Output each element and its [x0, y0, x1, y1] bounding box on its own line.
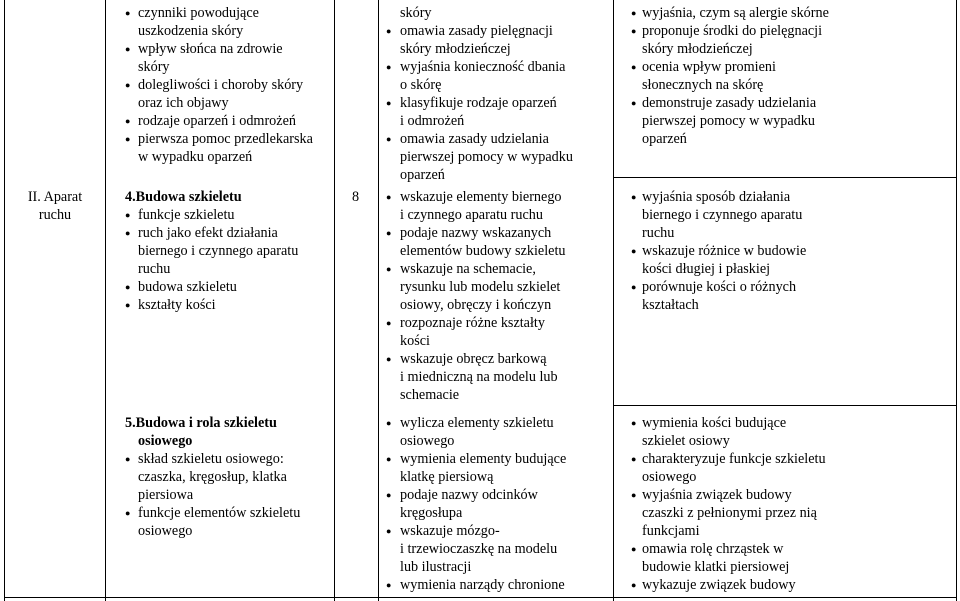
- bullet: ●: [125, 210, 131, 220]
- bullet: ●: [386, 192, 392, 202]
- topic-item-line: dolegliwości i choroby skóry: [138, 77, 304, 93]
- topic-item-line: piersiowa: [138, 487, 194, 503]
- bullet: ●: [631, 418, 637, 428]
- bullet: ●: [631, 282, 637, 292]
- topic-item-line: skóry: [138, 59, 170, 75]
- requirement-line: klatkę piersiową: [400, 469, 494, 485]
- requirement-line: demonstruje zasady udzielania: [642, 95, 817, 111]
- table-border-left: [4, 0, 5, 601]
- bullet: ●: [631, 454, 637, 464]
- bullet: ●: [125, 508, 131, 518]
- requirement-line: o skórę: [400, 77, 442, 93]
- requirement-line: i trzewioczaszkę na modelu: [400, 541, 558, 557]
- requirement-line: schemacie: [400, 387, 460, 403]
- bullet: ●: [386, 98, 392, 108]
- bullet: ●: [125, 80, 131, 90]
- requirement-line: skóry młodzieńczej: [642, 41, 753, 57]
- topic-item-line: czaszka, kręgosłup, klatka: [138, 469, 287, 485]
- bullet: ●: [386, 526, 392, 536]
- topic-heading: 5.Budowa i rola szkieletu: [125, 415, 277, 431]
- requirement-line: porównuje kości o różnych: [642, 279, 797, 295]
- requirement-line: funkcjami: [642, 523, 700, 539]
- bullet: ●: [631, 192, 637, 202]
- requirement-line: wskazuje na schemacie,: [400, 261, 536, 277]
- requirement-line: i miedniczną na modelu lub: [400, 369, 558, 385]
- requirement-line: klasyfikuje rodzaje oparzeń: [400, 95, 557, 111]
- requirement-line: oparzeń: [642, 131, 687, 147]
- requirement-line: wskazuje obręcz barkową: [400, 351, 547, 367]
- requirement-line: ruchu: [642, 225, 675, 241]
- column-divider: [334, 0, 335, 601]
- topic-heading: 4.Budowa szkieletu: [125, 189, 242, 205]
- topic-item-line: oraz ich objawy: [138, 95, 229, 111]
- requirement-line: wyjaśnia sposób działania: [642, 189, 791, 205]
- row-divider: [4, 597, 956, 598]
- requirement-line: kształtach: [642, 297, 699, 313]
- bullet: ●: [631, 8, 637, 18]
- bullet: ●: [631, 246, 637, 256]
- topic-item-line: biernego i czynnego aparatu: [138, 243, 299, 259]
- requirement-line: ocenia wpływ promieni: [642, 59, 776, 75]
- bullet: ●: [386, 62, 392, 72]
- requirement-line: oparzeń: [400, 167, 445, 183]
- requirement-line: wymienia narządy chronione: [400, 577, 565, 593]
- bullet: ●: [386, 580, 392, 590]
- basic-requirements-cell: [378, 0, 613, 597]
- topic-item-line: pierwsza pomoc przedlekarska: [138, 131, 313, 147]
- table-border-right: [956, 0, 957, 601]
- requirement-line: osiowy, obręczy i kończyn: [400, 297, 552, 313]
- requirement-line: osiowego: [642, 469, 697, 485]
- bullet: ●: [125, 44, 131, 54]
- topic-item-line: rodzaje oparzeń i odmrożeń: [138, 113, 296, 129]
- requirement-line: czaszki z pełnionymi przez nią: [642, 505, 817, 521]
- requirement-line: podaje nazwy wskazanych: [400, 225, 552, 241]
- hours-count: 8: [352, 189, 360, 205]
- requirement-line: omawia zasady pielęgnacji: [400, 23, 553, 39]
- bullet: ●: [631, 580, 637, 590]
- topic-item-line: uszkodzenia skóry: [138, 23, 244, 39]
- requirement-line: skóry: [400, 5, 432, 21]
- requirement-line: wymienia elementy budujące: [400, 451, 567, 467]
- topic-item-line: ruchu: [138, 261, 171, 277]
- requirement-line: wskazuje mózgo-: [400, 523, 500, 539]
- bullet: ●: [125, 8, 131, 18]
- bullet: ●: [386, 418, 392, 428]
- requirement-line: biernego i czynnego aparatu: [642, 207, 803, 223]
- bullet: ●: [631, 98, 637, 108]
- bullet: ●: [125, 300, 131, 310]
- bullet: ●: [386, 354, 392, 364]
- bullet: ●: [631, 26, 637, 36]
- bullet: ●: [386, 26, 392, 36]
- requirement-line: pierwszej pomocy w wypadku: [400, 149, 573, 165]
- requirement-line: wskazuje różnice w budowie: [642, 243, 807, 259]
- requirement-line: pierwszej pomocy w wypadku: [642, 113, 815, 129]
- requirement-line: wyjaśnia związek budowy: [642, 487, 792, 503]
- topic-item-line: funkcje szkieletu: [138, 207, 235, 223]
- topic-item-line: skład szkieletu osiowego:: [138, 451, 284, 467]
- bullet: ●: [125, 282, 131, 292]
- requirement-line: omawia rolę chrząstek w: [642, 541, 784, 557]
- bullet: ●: [386, 490, 392, 500]
- section-name-line: ruchu: [38, 207, 72, 223]
- requirement-line: lub ilustracji: [400, 559, 472, 575]
- requirement-line: wylicza elementy szkieletu: [400, 415, 554, 431]
- requirement-line: kości długiej i płaskiej: [642, 261, 771, 277]
- topic-item-line: czynniki powodujące: [138, 5, 259, 21]
- bullet: ●: [631, 490, 637, 500]
- bullet: ●: [386, 264, 392, 274]
- bullet: ●: [386, 454, 392, 464]
- bullet: ●: [125, 116, 131, 126]
- section-name: [6, 188, 104, 224]
- topic-item-line: budowa szkieletu: [138, 279, 237, 295]
- requirement-line: proponuje środki do pielęgnacji: [642, 23, 823, 39]
- requirement-line: charakteryzuje funkcje szkieletu: [642, 451, 826, 467]
- bullet: ●: [386, 228, 392, 238]
- requirement-line: rozpoznaje różne kształty: [400, 315, 545, 331]
- requirement-line: i czynnego aparatu ruchu: [400, 207, 543, 223]
- bullet: ●: [125, 454, 131, 464]
- requirement-line: osiowego: [400, 433, 455, 449]
- bullet: ●: [386, 134, 392, 144]
- bullet: ●: [631, 544, 637, 554]
- requirement-line: wykazuje związek budowy: [642, 577, 796, 593]
- requirement-line: wymienia kości budujące: [642, 415, 787, 431]
- topic-item-line: osiowego: [138, 523, 193, 539]
- requirement-line: budowie klatki piersiowej: [642, 559, 790, 575]
- requirement-line: rysunku lub modelu szkielet: [400, 279, 561, 295]
- requirement-line: kręgosłupa: [400, 505, 463, 521]
- requirement-line: podaje nazwy odcinków: [400, 487, 538, 503]
- bullet: ●: [125, 228, 131, 238]
- bullet: ●: [386, 318, 392, 328]
- bullet: ●: [125, 134, 131, 144]
- requirement-line: kości: [400, 333, 430, 349]
- bullet: ●: [631, 62, 637, 72]
- section-name-line: II. Aparat: [27, 189, 83, 205]
- requirement-line: i odmrożeń: [400, 113, 465, 129]
- topic-heading: osiowego: [138, 433, 193, 449]
- requirement-line: wskazuje elementy biernego: [400, 189, 562, 205]
- requirement-line: omawia zasady udzielania: [400, 131, 549, 147]
- topic-item-line: funkcje elementów szkieletu: [138, 505, 301, 521]
- requirement-line: wyjaśnia konieczność dbania: [400, 59, 566, 75]
- extended-requirements-cell: [613, 0, 956, 597]
- topic-item-line: wpływ słońca na zdrowie: [138, 41, 283, 57]
- requirement-line: wyjaśnia, czym są alergie skórne: [642, 5, 829, 21]
- topic-item-line: ruch jako efekt działania: [138, 225, 278, 241]
- topic-item-line: kształty kości: [138, 297, 216, 313]
- requirement-line: szkielet osiowy: [642, 433, 730, 449]
- requirement-line: słonecznych na skórę: [642, 77, 764, 93]
- topic-item-line: w wypadku oparzeń: [138, 149, 253, 165]
- requirement-line: skóry młodzieńczej: [400, 41, 511, 57]
- topics-cell: [105, 0, 334, 597]
- requirement-line: elementów budowy szkieletu: [400, 243, 566, 259]
